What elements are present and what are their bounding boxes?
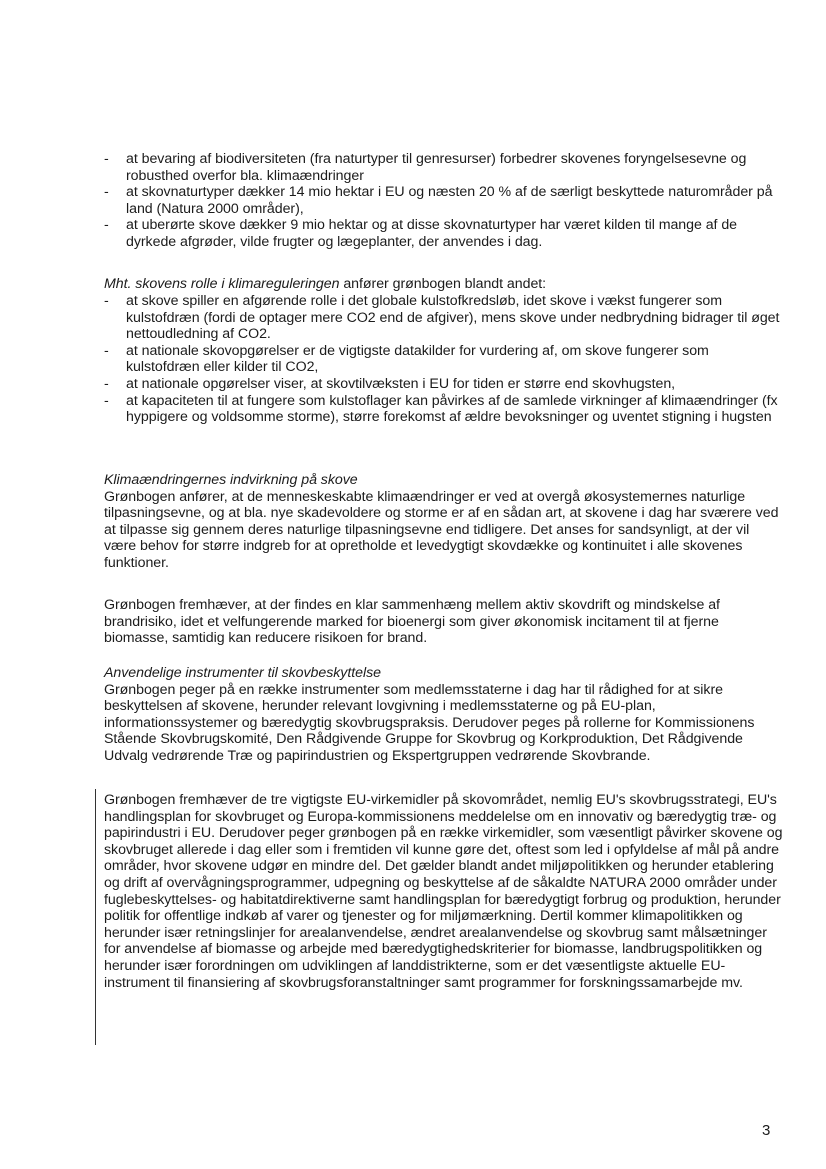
list-item [104,184,784,217]
list-item [104,343,784,376]
bullet-text: at nationale opgørelser viser, at skovtilvæksten i EU for tiden er større end skovhugsten, [126,375,676,392]
page-number: 3 [762,1122,771,1139]
bullet-dash: - [104,342,109,359]
list-item [104,376,784,393]
climate-role-lead-italic: Mht. skovens rolle i klimareguleringen [104,276,340,292]
bullet-dash: - [104,375,109,392]
bullet-dash: - [104,392,109,409]
list-item [104,293,784,343]
impact-paragraph-1: Grønbogen anfører, at de menneskeskabte klimaændringer er ved at overgå økosystemernes naturlige tilpasningsevne, og at bla. nye skadevoldere og storme er af en sådan art, at skovene i dag har sværere ved at tilpasse sig gennem deres naturlige tilpasningsevne end tidligere. Det anses for sandsynligt, at der vil være behov for større indgreb for at opretholde et levedygtigt skovdække og kontinuitet i alle skovenes funktioner. [104,488,779,571]
climate-role-bullet-list [104,293,784,426]
list-item [104,393,784,426]
biodiversity-bullet-list [104,151,784,251]
bullet-dash: - [104,184,109,201]
list-item [104,151,784,184]
impact-paragraph-2: Grønbogen fremhæver, at der findes en klar sammenhæng mellem aktiv skovdrift og mindskelse af brandrisiko, idet et velfungerende marked for bioenergi som giver økonomisk incitament til at fjerne biomasse, samtidig kan reducere risikoen for brand. [104,597,720,647]
bullet-text: at uberørte skove dækker 9 mio hektar og at disse skovnaturtyper har været kilden til mange af de dyrkede afgrøder, vilde frugter og lægeplanter, der anvendes i dag. [126,217,738,250]
bullet-text: at kapaciteten til at fungere som kulstoflager kan påvirkes af de samlede virkninger af klimaændringer (fx hyppigere og voldsomme storme), større forekomst af ældre bevoksninger og uventet stigning i hugsten [126,392,778,426]
bullet-text: at nationale skovopgørelser er de vigtigste datakilder for vurdering af, om skove fungerer som kulstofdræn eller kilder til CO2, [126,342,709,376]
bullet-text: at skovnaturtyper dækker 14 mio hektar i EU og næsten 20 % af de særligt beskyttede naturområder på land (Natura 2000 områder), [126,184,773,217]
bullet-dash: - [104,217,109,234]
list-item [104,217,784,250]
climate-role-lead [104,276,784,293]
bullet-dash: - [104,293,109,309]
bullet-text: at bevaring af biodiversiteten (fra naturtyper til genresurser) forbedrer skovenes foryngelsesevne og robusthed overfor bla. klimaændringer [126,151,747,184]
bullet-dash: - [104,151,109,167]
instruments-heading: Anvendelige instrumenter til skovbeskyttelse [104,665,381,681]
instruments-paragraph-2: Grønbogen fremhæver de tre vigtigste EU-virkemidler på skovområdet, nemlig EU's skovbrugsstrategi, EU's handlingsplan for skovbruget og Europa-kommissionens meddelelse om en innovativ og bæredygtig træ- og papirindustri i EU. Derudover peger grønbogen på en række virkemidler, som væsentligt påvirker skovene og skovbruget allerede i dag eller som i fremtiden vil kunne gøre det, oftest som led i opfyldelse af mål på andre områder, hvor skovene udgør en mindre del. Det gælder blandt andet miljøpolitikken og herunder etablering og drift af overvågningsprogrammer, udpegning og beskyttelse af de såkaldte NATURA 2000 områder under fuglebeskyttelses- og habitatdirektiverne samt handlingsplan for bæredygtigt forbrug og produktion, herunder politik for offentlige indkøb af varer og tjenester og for miljømærkning. Dertil kommer klimapolitikken og herunder især retningslinjer for arealanvendelse, ændret arealanvendelse og skovbrug samt målsætninger for anvendelse af biomasse og arbejde med bæredygtighedskriterier for biomasse, landbrugspolitikken og herunder især forordningen om udviklingen af landdistrikterne, som er det væsentligste aktuelle EU-instrument til finansiering af skovbrugsforanstaltninger samt programmer for forskningssamarbejde mv. [104,792,783,991]
impact-section [104,472,784,572]
impact-heading: Klimaændringernes indvirkning på skove [104,472,358,488]
bullet-text: at skove spiller en afgørende rolle i det globale kulstofkredsløb, idet skove i vækst fungerer som kulstofdræn (fordi de optager mere CO2 end de afgiver), mens skove under nedbrydning bidrager til øget nettoudledning af CO2. [126,293,780,343]
climate-role-lead-rest: anfører grønbogen blandt andet: [339,276,547,292]
revision-marker-bar [95,789,96,1045]
instruments-paragraph-1: Grønbogen peger på en række instrumenter som medlemsstaterne i dag har til rådighed for at sikre beskyttelsen af skovene, herunder relevant lovgivning i medlemsstaterne og på EU-plan, informationssystemer og bæredygtig skovbrugspraksis. Derudover peges på rollerne for Kommissionens Stående Skovbrugskomité, Den Rådgivende Gruppe for Skovbrug og Korkproduktion, Det Rådgivende Udvalg vedrørende Træ og papirindustrien og Ekspertgruppen vedrørende Skovbrande. [104,681,755,764]
instruments-section [104,665,784,765]
